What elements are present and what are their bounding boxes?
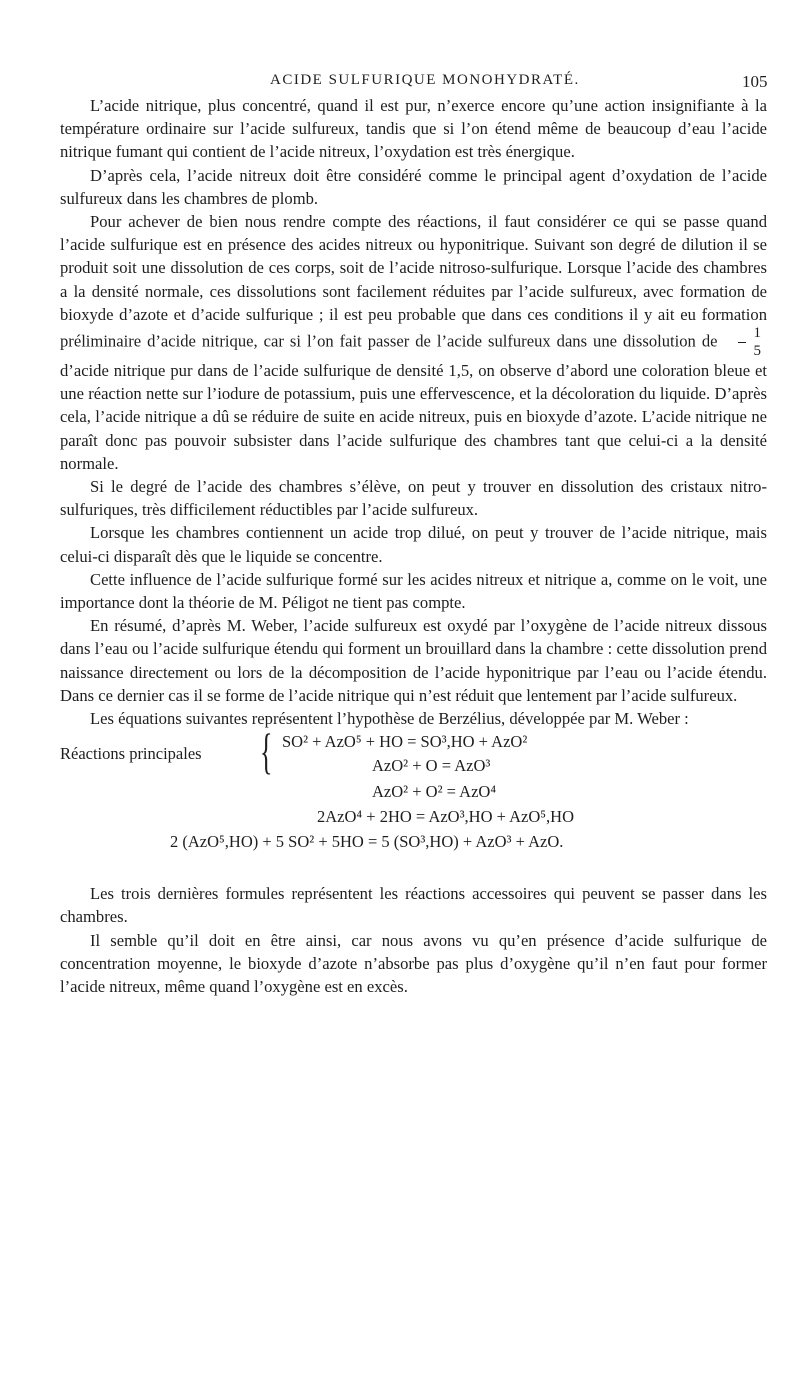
equation-line: AzO² + O² = AzO⁴ — [372, 782, 497, 802]
equation-block — [60, 724, 767, 882]
left-brace: { — [260, 724, 273, 780]
paragraph: Cette influence de l’acide sulfurique formé sur les acides nitreux et nitrique a, comme on le voit, une importance dont la théorie de M. Péligot ne tient pas compte. — [60, 569, 767, 613]
body-text — [60, 94, 767, 998]
paragraph: Lorsque les chambres contiennent un acide trop dilué, on peut y trouver de l’acide nitrique, mais celui-ci disparaît dès que le liquide se concentre. — [60, 523, 767, 566]
paragraph: Il semble qu’il doit en être ainsi, car nous avons vu qu’en présence d’acide sulfurique de concentration moyenne, le bioxyde d’azote n’absorbe pas plus d’oxygène qu’il n’en faut pour former l’acide nitreux, même quand l’oxygène est en excès. — [60, 930, 767, 997]
equation-label: Réactions principales — [60, 744, 202, 764]
paragraph-text: Pour achever de bien nous rendre compte des réactions, il faut considérer ce qui se passe quand l’acide sulfurique est en présence des acides nitreux ou hyponitrique. Suivant son degré de dilution il se produit soit une dissolution de ces corps, soit de l’acide nitroso-sulfurique. Lorsque l’acide des chambres a la densité normale, ces dissolutions sont facilement réduites par l’acide sulfureux, avec formation de bioxyde d’azote et d’acide sulfurique ; il est peu probable que dans ces conditions il y ait eu formation préliminaire d’acide nitrique, car si l’on fait passer de l’acide sulfureux dans une dissolution de — [60, 212, 767, 351]
header-title: ACIDE SULFURIQUE MONOHYDRATÉ. — [270, 72, 580, 88]
paragraph-text: d’acide nitrique pur dans de l’acide sulfurique de densité 1,5, on observe d’abord une coloration bleue et une réaction nette sur l’iodure de potassium, puis une effervescence, et la décoloration du liquide. D’après cela, l’acide nitrique a dû se réduire de suite en acide nitreux, puis en bioxyde d’azote. L’acide nitrique ne paraît donc pas pouvoir subsister dans l’acide sulfurique des chambres tant que celui-ci a la densité normale. — [60, 361, 767, 473]
fraction-bar — [738, 342, 746, 343]
paragraph: D’après cela, l’acide nitreux doit être considéré comme le principal agent d’oxydation de l’acide sulfureux dans les chambres de plomb. — [60, 165, 767, 208]
fraction-denominator: 5 — [753, 343, 761, 360]
paragraph: Les trois dernières formules représentent les réactions accessoires qui peuvent se passer dans les chambres. — [60, 884, 767, 927]
equation-line: AzO² + O = AzO³ — [372, 756, 491, 776]
paragraph: L’acide nitrique, plus concentré, quand il est pur, n’exerce encore qu’une action insignifiante à la température ordinaire sur l’acide sulfureux, tandis que si l’on étend même de beaucoup d’eau l’acide nitrique fumant qui contient de l’acide nitreux, l’oxydation est très énergique. — [60, 96, 767, 162]
page-number: 105 — [742, 72, 768, 91]
paragraph: En résumé, d’après M. Weber, l’acide sulfureux est oxydé par l’oxygène de l’acide nitreux dissous dans l’eau ou l’acide sulfurique étendu qui forment un brouillard dans la chambre : cette dissolution prend naissance directement ou lors de la décomposition de l’acide hyponitrique par l’eau ou l’acide étendu. Dans ce dernier cas il se forme de l’acide nitrique qui n’est réduit que lentement par l’acide sulfureux. — [60, 616, 767, 705]
equation-line: SO² + AzO⁵ + HO = SO³,HO + AzO² — [282, 732, 528, 752]
fraction-numerator: 1 — [753, 325, 761, 342]
paragraph-with-fraction — [60, 210, 767, 475]
equation-line: 2AzO⁴ + 2HO = AzO³,HO + AzO⁵,HO — [317, 807, 575, 827]
equation-line: 2 (AzO⁵,HO) + 5 SO² + 5HO = 5 (SO³,HO) + AzO³ + AzO. — [170, 832, 564, 852]
paragraph: Si le degré de l’acide des chambres s’élève, on peut y trouver en dissolution des cristaux nitro-sulfuriques, très difficilement réductibles par l’acide sulfureux. — [60, 477, 767, 520]
paragraph: Les équations suivantes représentent l’hypothèse de Berzélius, développée par M. Weber : — [90, 709, 689, 729]
fraction-one-fifth — [724, 326, 762, 359]
